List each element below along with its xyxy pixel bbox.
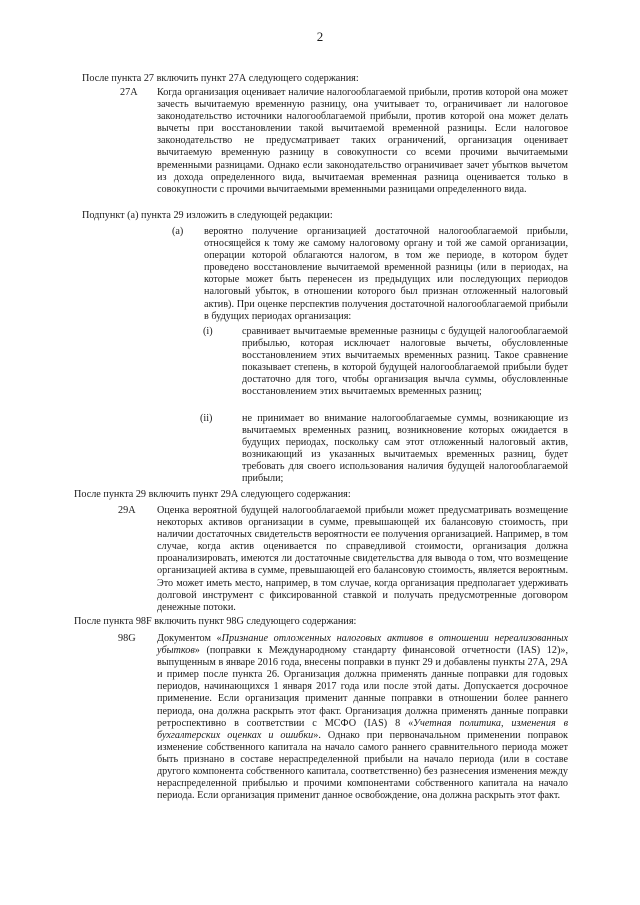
document-title-italic: Признание отложенных налоговых активов в отношении нереализованных убытков xyxy=(157,633,568,657)
instruction-98g: После пункта 98F включить пункт 98G следующего содержания: xyxy=(74,616,357,627)
paragraph-98g-part3: » (поправки к Международному стандарту финансовой отчетности (IAS) 12)», выпущенным в январе 2016 года, внесены поправки в пункт 29 и добавлены пункты 27А, 29А и пример после пункта 26. Организация должна применять данные поправки для годовых периодов, начинающихся 1 января 2017 года или после этой даты. Допускается досрочное применение. Если организация применит данные поправки в отношении более раннего периода, она должна раскрыть этот факт. Организация должна применять данные поправки ретроспективно в соответствии с МСФО (IAS) 8 « xyxy=(157,645,568,729)
subparagraph-label-a: (a) xyxy=(172,226,184,237)
paragraph-27a: Когда организация оценивает наличие налогооблагаемой прибыли, против которой она может зачесть вычитаемую временную разницу, она учитывает то, ограничивает ли налоговое законодательство источники налогооблагаемой прибыли, против которой она может делать вычеты при восстановлении такой вычитаемой временной разницы. Если налоговое законодательство не предусматривает таких ограничений, организация оценивает вычитаемую временную разницу в совокупности со всеми прочими вычитаемыми временными разницами. Однако если законодательство ограничивает зачет убытков вычетом из дохода определенного вида, вычитаемая временная разница оценивается только в совокупности с прочими вычитаемыми временными разницами определенного вида. xyxy=(157,87,568,195)
paragraph-label-29a: 29A xyxy=(118,505,136,516)
subparagraph-i: сравнивает вычитаемые временные разницы с будущей налогооблагаемой прибылью, которая исключает налоговые вычеты, обусловленные восстановлением этих вычитаемых временных разниц. Такое сравнение показывает степень, в которой будущей налогооблагаемой прибыли будет достаточно для того, чтобы организация вычла суммы, обусловленные восстановлением этих вычитаемых временных разниц; xyxy=(242,326,568,398)
paragraph-label-98g: 98G xyxy=(118,633,136,644)
instruction-27a: После пункта 27 включить пункт 27А следующего содержания: xyxy=(82,73,359,84)
subparagraph-label-ii: (ii) xyxy=(200,413,213,424)
subparagraph-label-i: (i) xyxy=(203,326,213,337)
paragraph-98g-part1: Документом « xyxy=(157,633,222,644)
standard-title-italic: Учетная политика, изменения в бухгалтерских оценках и ошибки xyxy=(157,717,569,741)
paragraph-label-27a: 27A xyxy=(120,87,138,98)
instruction-29a: После пункта 29 включить пункт 29А следующего содержания: xyxy=(74,489,351,500)
instruction-29a-sub: Подпункт (а) пункта 29 изложить в следующей редакции: xyxy=(82,210,333,221)
subparagraph-a: вероятно получение организацией достаточной налогооблагаемой прибыли, относящейся к тому же самому налоговому органу и той же самой организации, операции которой облагаются налогом, в том же периоде, в котором будет проведено восстановление вычитаемой временной разницы (или в периодах, на которые может быть перенесен из предыдущих или последующих периодов налоговый убыток, в отношении которого был признан отложенный налоговый актив). При оценке перспектив получения достаточной налогооблагаемой прибыли в будущих периодах организация: xyxy=(204,226,568,322)
subparagraph-ii: не принимает во внимание налогооблагаемые суммы, возникающие из вычитаемых временных разниц, возникновение которых ожидается в будущих периодах, поскольку сам этот отложенный налоговый актив, возникающий из указанных вычитаемых временных разниц, будет требовать для своего использования наличия будущей налогооблагаемой прибыли; xyxy=(242,413,568,485)
paragraph-98g xyxy=(157,633,568,802)
page-number: 2 xyxy=(316,29,324,44)
paragraph-98g-part5: ». Однако при первоначальном применении поправок изменение собственного капитала на начало самого раннего сравнительного периода может быть признано в составе нераспределенной прибыли на начало периода (или в составе другого компонента собственного капитала, соответственно) без разнесения изменения между нераспределенной прибылью и прочими компонентами собственного капитала на начало периода. Если организация применит данное освобождение, она должна раскрыть этот факт. xyxy=(157,729,568,802)
paragraph-29a: Оценка вероятной будущей налогооблагаемой прибыли может предусматривать возмещение некоторых активов организации в сумме, превышающей их балансовую стоимость, при наличии достаточных свидетельств вероятности ее получения организацией. Например, в том случае, когда актив оценивается по справедливой стоимости, организация должна проанализировать, имеются ли достаточные свидетельства для вывода о том, что возмещение организацией актива в сумме, превышающей его балансовую стоимость, является вероятным. Это может иметь место, например, в том случае, когда организация предполагает удерживать долговой инструмент с фиксированной ставкой и получать предусмотренные договором денежные потоки. xyxy=(157,505,568,613)
